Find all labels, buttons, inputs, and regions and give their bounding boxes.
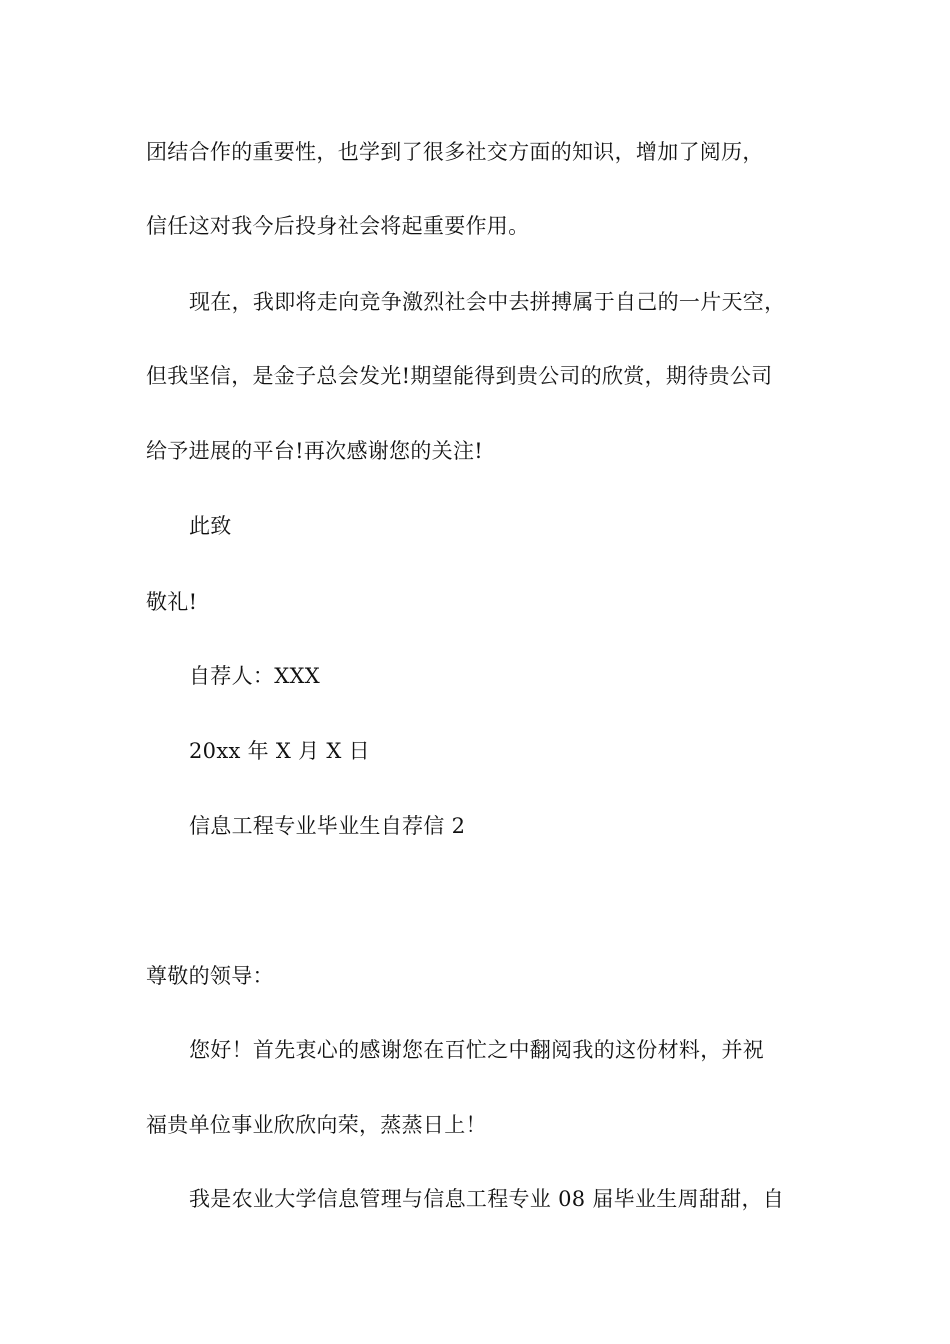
date-line: 20xx 年 X 月 X 日 bbox=[189, 739, 370, 763]
greeting-line: 尊敬的领导： bbox=[146, 964, 274, 988]
closing-salutation: 此致 bbox=[189, 514, 232, 538]
text-line-4: 但我坚信，是金子总会发光!期望能得到贵公司的欣赏，期待贵公司 bbox=[146, 364, 773, 388]
closing-regards: 敬礼! bbox=[146, 590, 198, 614]
text-line-7: 福贵单位事业欣欣向荣，蒸蒸日上！ bbox=[146, 1113, 487, 1137]
text-line-8: 我是农业大学信息管理与信息工程专业 08 届毕业生周甜甜，自 bbox=[189, 1187, 785, 1211]
section-title: 信息工程专业毕业生自荐信 2 bbox=[189, 814, 466, 838]
text-line-2: 信任这对我今后投身社会将起重要作用。 bbox=[146, 214, 530, 238]
signature-line: 自荐人：XXX bbox=[189, 664, 320, 688]
text-line-5: 给予进展的平台!再次感谢您的关注! bbox=[146, 439, 483, 463]
text-line-6: 您好！首先衷心的感谢您在百忙之中翻阅我的这份材料，并祝 bbox=[189, 1038, 765, 1062]
text-line-3: 现在，我即将走向竞争激烈社会中去拼搏属于自己的一片天空， bbox=[189, 290, 786, 314]
text-line-1: 团结合作的重要性，也学到了很多社交方面的知识，增加了阅历， bbox=[146, 140, 764, 164]
